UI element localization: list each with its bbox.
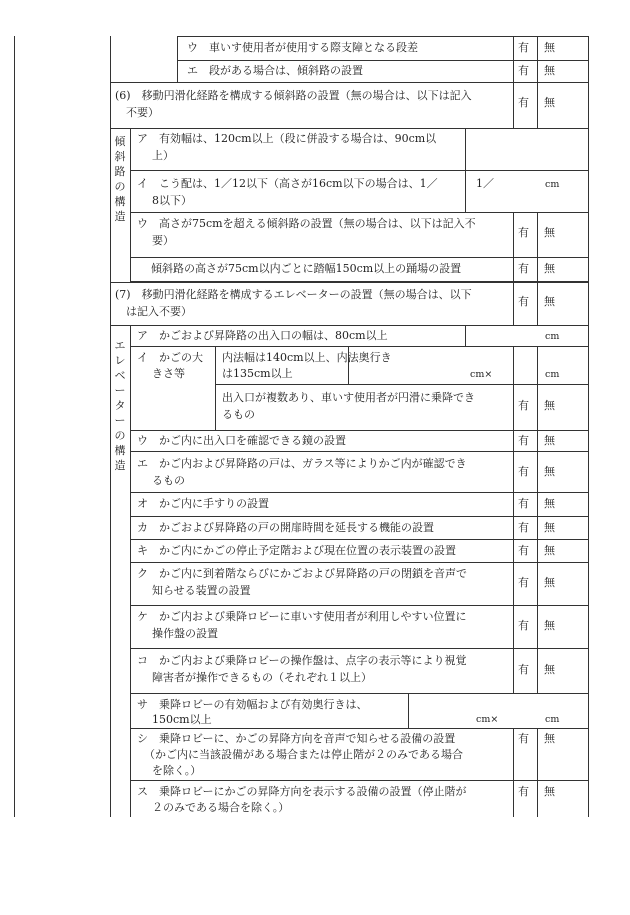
unit-cm: cm (545, 331, 560, 342)
section-title-line2: は記入不要） (126, 305, 192, 318)
yes-option[interactable]: 有 (518, 544, 529, 557)
no-option[interactable]: 無 (544, 434, 555, 447)
item-label-line2: 知らせる装置の設置 (152, 584, 251, 597)
item-label-line1: イ かごの大 (137, 351, 203, 364)
no-option[interactable]: 無 (544, 295, 555, 308)
item-label: キ かご内にかごの停止予定階および現在位置の表示装置の設置 (137, 544, 456, 557)
unit-cm: cm (545, 179, 560, 190)
section-title-line1: (6) 移動円滑化経路を構成する傾斜路の設置（無の場合は、以下は記入 (115, 89, 472, 102)
unit-cm: cm (545, 369, 560, 380)
item-label-line2: るもの (222, 408, 255, 421)
no-option[interactable]: 無 (544, 732, 555, 745)
slope-value-field[interactable]: 1／ (476, 177, 494, 190)
unit-cm-by: cm× (476, 714, 499, 725)
item-label-line1: シ 乗降ロビーに、かごの昇降方向を音声で知らせる設備の設置 (137, 732, 456, 745)
item-label-line3: を除く。） (152, 764, 202, 777)
yes-option[interactable]: 有 (518, 96, 529, 109)
item-label: ウ かご内に出入口を確認できる鏡の設置 (137, 434, 346, 447)
item-label-line2: 上） (152, 149, 174, 162)
yes-option[interactable]: 有 (518, 785, 529, 798)
no-option[interactable]: 無 (544, 262, 555, 275)
item-label-line1: サ 乗降ロビーの有効幅および有効奥行きは、 (137, 698, 368, 711)
item-label-line1: ク かご内に到着階ならびにかごおよび昇降路の戸の閉鎖を音声で (137, 567, 467, 580)
item-label: オ かご内に手すりの設置 (137, 497, 269, 510)
yes-option[interactable]: 有 (518, 295, 529, 308)
item-label: ア かごおよび昇降路の出入口の幅は、80cm以上 (137, 329, 388, 342)
item-label-line1: ケ かご内および乗降ロビーに車いす使用者が利用しやすい位置に (137, 610, 467, 623)
size-label-line1: 内法幅は140cm以上、内法奥行き (222, 351, 392, 364)
no-option[interactable]: 無 (544, 521, 555, 534)
yes-option[interactable]: 有 (518, 619, 529, 632)
no-option[interactable]: 無 (544, 785, 555, 798)
section-title-line2: 不要） (126, 106, 159, 119)
no-option[interactable]: 無 (544, 576, 555, 589)
item-label-line2: 150cm以上 (152, 713, 212, 726)
yes-option[interactable]: 有 (518, 521, 529, 534)
item-label: カ かごおよび昇降路の戸の開扉時間を延長する機能の設置 (137, 521, 434, 534)
item-label-line1: エ かご内および昇降路の戸は、ガラス等によりかご内が確認でき (137, 457, 467, 470)
item-label-line1: ウ 高さが75cmを超える傾斜路の設置（無の場合は、以下は記入不 (137, 217, 476, 230)
item-label-line1: ス 乗降ロビーにかごの昇降方向を表示する設備の設置（停止階が (137, 785, 467, 798)
item-label-line1: イ こう配は、1／12以下（高さが16cm以下の場合は、1／ (137, 177, 438, 190)
no-option[interactable]: 無 (544, 497, 555, 510)
item-label: 傾斜路の高さが75cm以内ごとに踏幅150cm以上の踊場の設置 (151, 262, 462, 275)
unit-cm: cm (545, 714, 560, 725)
no-option[interactable]: 無 (544, 465, 555, 478)
no-option[interactable]: 無 (544, 64, 555, 77)
item-label-line2: 要） (152, 234, 174, 247)
yes-option[interactable]: 有 (518, 576, 529, 589)
item-label-line2: （かご内に当該設備がある場合または停止階が２のみである場合 (144, 748, 463, 761)
size-label-line2: は135cm以上 (222, 367, 293, 380)
elevator-structure-side-label: エレベーターの構造 (114, 339, 126, 472)
no-option[interactable]: 無 (544, 226, 555, 239)
item-label-line1: ア 有効幅は、120cm以上（段に併設する場合は、90cm以 (137, 132, 437, 145)
no-option[interactable]: 無 (544, 41, 555, 54)
no-option[interactable]: 無 (544, 663, 555, 676)
item-label-line2: 操作盤の設置 (152, 627, 218, 640)
yes-option[interactable]: 有 (518, 226, 529, 239)
yes-option[interactable]: 有 (518, 732, 529, 745)
item-label-line2: 障害者が操作できるもの（それぞれ１以上） (152, 671, 372, 684)
unit-cm-by: cm× (470, 369, 493, 380)
item-label-line1: コ かご内および乗降ロビーの操作盤は、点字の表示等により視覚 (137, 654, 467, 667)
item-label-line2: 8以下） (152, 194, 192, 207)
no-option[interactable]: 無 (544, 96, 555, 109)
yes-option[interactable]: 有 (518, 262, 529, 275)
yes-option[interactable]: 有 (518, 41, 529, 54)
item-label-line2: ２のみである場合を除く。） (152, 801, 290, 814)
yes-option[interactable]: 有 (518, 399, 529, 412)
yes-option[interactable]: 有 (518, 497, 529, 510)
item-label-line2: きさ等 (152, 367, 185, 380)
item-label-line2: るもの (152, 474, 185, 487)
item-label: エ 段がある場合は、傾斜路の設置 (187, 64, 363, 77)
ramp-structure-side-label: 傾斜路の構造 (114, 135, 126, 223)
no-option[interactable]: 無 (544, 399, 555, 412)
section-title-line1: (7) 移動円滑化経路を構成するエレベーターの設置（無の場合は、以下 (115, 288, 472, 301)
yes-option[interactable]: 有 (518, 663, 529, 676)
yes-option[interactable]: 有 (518, 64, 529, 77)
item-label-line1: 出入口が複数あり、車いす使用者が円滑に乗降でき (222, 391, 475, 404)
no-option[interactable]: 無 (544, 544, 555, 557)
yes-option[interactable]: 有 (518, 434, 529, 447)
no-option[interactable]: 無 (544, 619, 555, 632)
yes-option[interactable]: 有 (518, 465, 529, 478)
item-label: ウ 車いす使用者が使用する際支障となる段差 (187, 41, 418, 54)
